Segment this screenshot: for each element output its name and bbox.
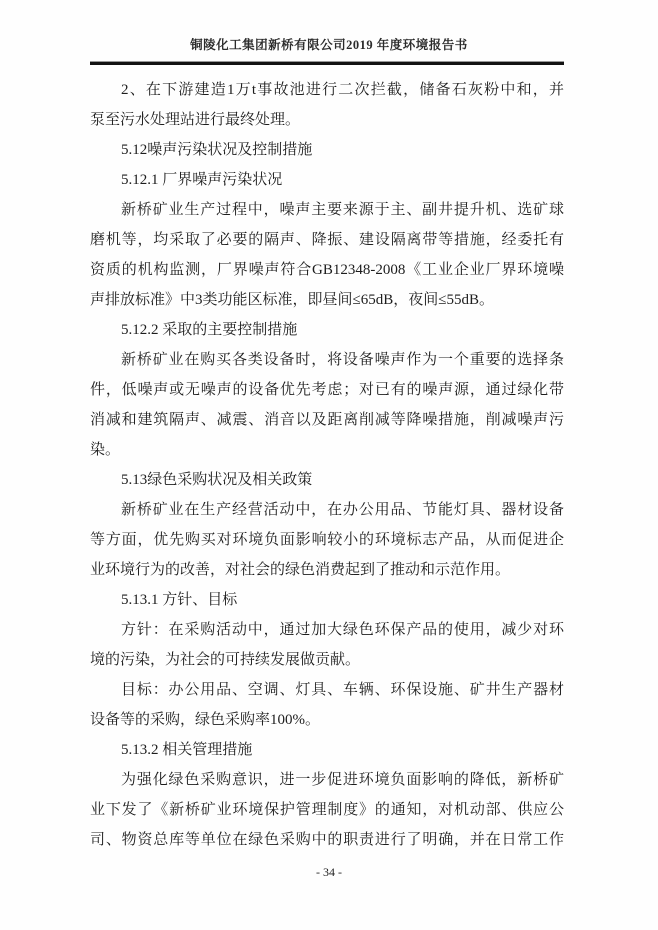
page-number: - 34 - bbox=[316, 865, 342, 879]
section-heading-line: 5.12噪声污染状况及控制措施 bbox=[121, 142, 313, 158]
text-line: 泵至污水处理站进行最终处理。 bbox=[90, 112, 301, 128]
text-line: 声排放标准》中3类功能区标准，即昼间≤65dB，夜间≤55dB。 bbox=[90, 292, 494, 308]
text-line: 染。 bbox=[90, 442, 121, 458]
text-line: 司、物资总库等单位在绿色采购中的职责进行了明确，并在日常工作 bbox=[90, 832, 564, 848]
text-line: 磨机等，均采取了必要的隔声、降振、建设隔离带等措施，经委托有 bbox=[90, 232, 564, 248]
section-heading-line: 5.13.1 方针、目标 bbox=[121, 592, 238, 608]
text-line: 消减和建筑隔声、减震、消音以及距离削减等降噪措施，削减噪声污 bbox=[90, 412, 564, 428]
text-line: 件，低噪声或无噪声的设备优先考虑；对已有的噪声源，通过绿化带 bbox=[90, 382, 564, 398]
text-line: 新桥矿业在生产经营活动中，在办公用品、节能灯具、器材设备 bbox=[121, 502, 564, 518]
text-line: 境的污染，为社会的可持续发展做贡献。 bbox=[90, 652, 361, 668]
section-heading-line: 5.13.2 相关管理措施 bbox=[121, 742, 253, 758]
text-line: 设备等的采购，绿色采购率100%。 bbox=[90, 712, 320, 728]
section-heading-line: 5.12.2 采取的主要控制措施 bbox=[121, 322, 298, 338]
text-line: 方针：在采购活动中，通过加大绿色环保产品的使用，减少对环 bbox=[121, 622, 564, 638]
section-heading-line: 5.13绿色采购状况及相关政策 bbox=[121, 472, 313, 488]
text-line: 新桥矿业生产过程中，噪声主要来源于主、副井提升机、选矿球 bbox=[121, 202, 564, 218]
text-line: 新桥矿业在购买各类设备时，将设备噪声作为一个重要的选择条 bbox=[121, 352, 564, 368]
text-line: 等方面，优先购买对环境负面影响较小的环境标志产品，从而促进企 bbox=[90, 532, 564, 548]
document-header-title: 铜陵化工集团新桥有限公司2019 年度环境报告书 bbox=[190, 38, 468, 52]
text-line: 目标：办公用品、空调、灯具、车辆、环保设施、矿井生产器材 bbox=[121, 682, 564, 698]
section-heading-line: 5.12.1 厂界噪声污染状况 bbox=[121, 172, 283, 188]
text-line: 业下发了《新桥矿业环境保护管理制度》的通知，对机动部、供应公 bbox=[90, 802, 564, 818]
text-line: 为强化绿色采购意识，进一步促进环境负面影响的降低，新桥矿 bbox=[121, 772, 564, 788]
text-line: 资质的机构监测，厂界噪声符合GB12348-2008《工业企业厂界环境噪 bbox=[90, 262, 564, 278]
document-body bbox=[90, 75, 564, 855]
header-divider bbox=[90, 61, 564, 65]
text-line: 业环境行为的改善，对社会的绿色消费起到了推动和示范作用。 bbox=[90, 562, 511, 578]
text-line: 2、在下游建造1万t事故池进行二次拦截，储备石灰粉中和，并 bbox=[121, 82, 564, 98]
